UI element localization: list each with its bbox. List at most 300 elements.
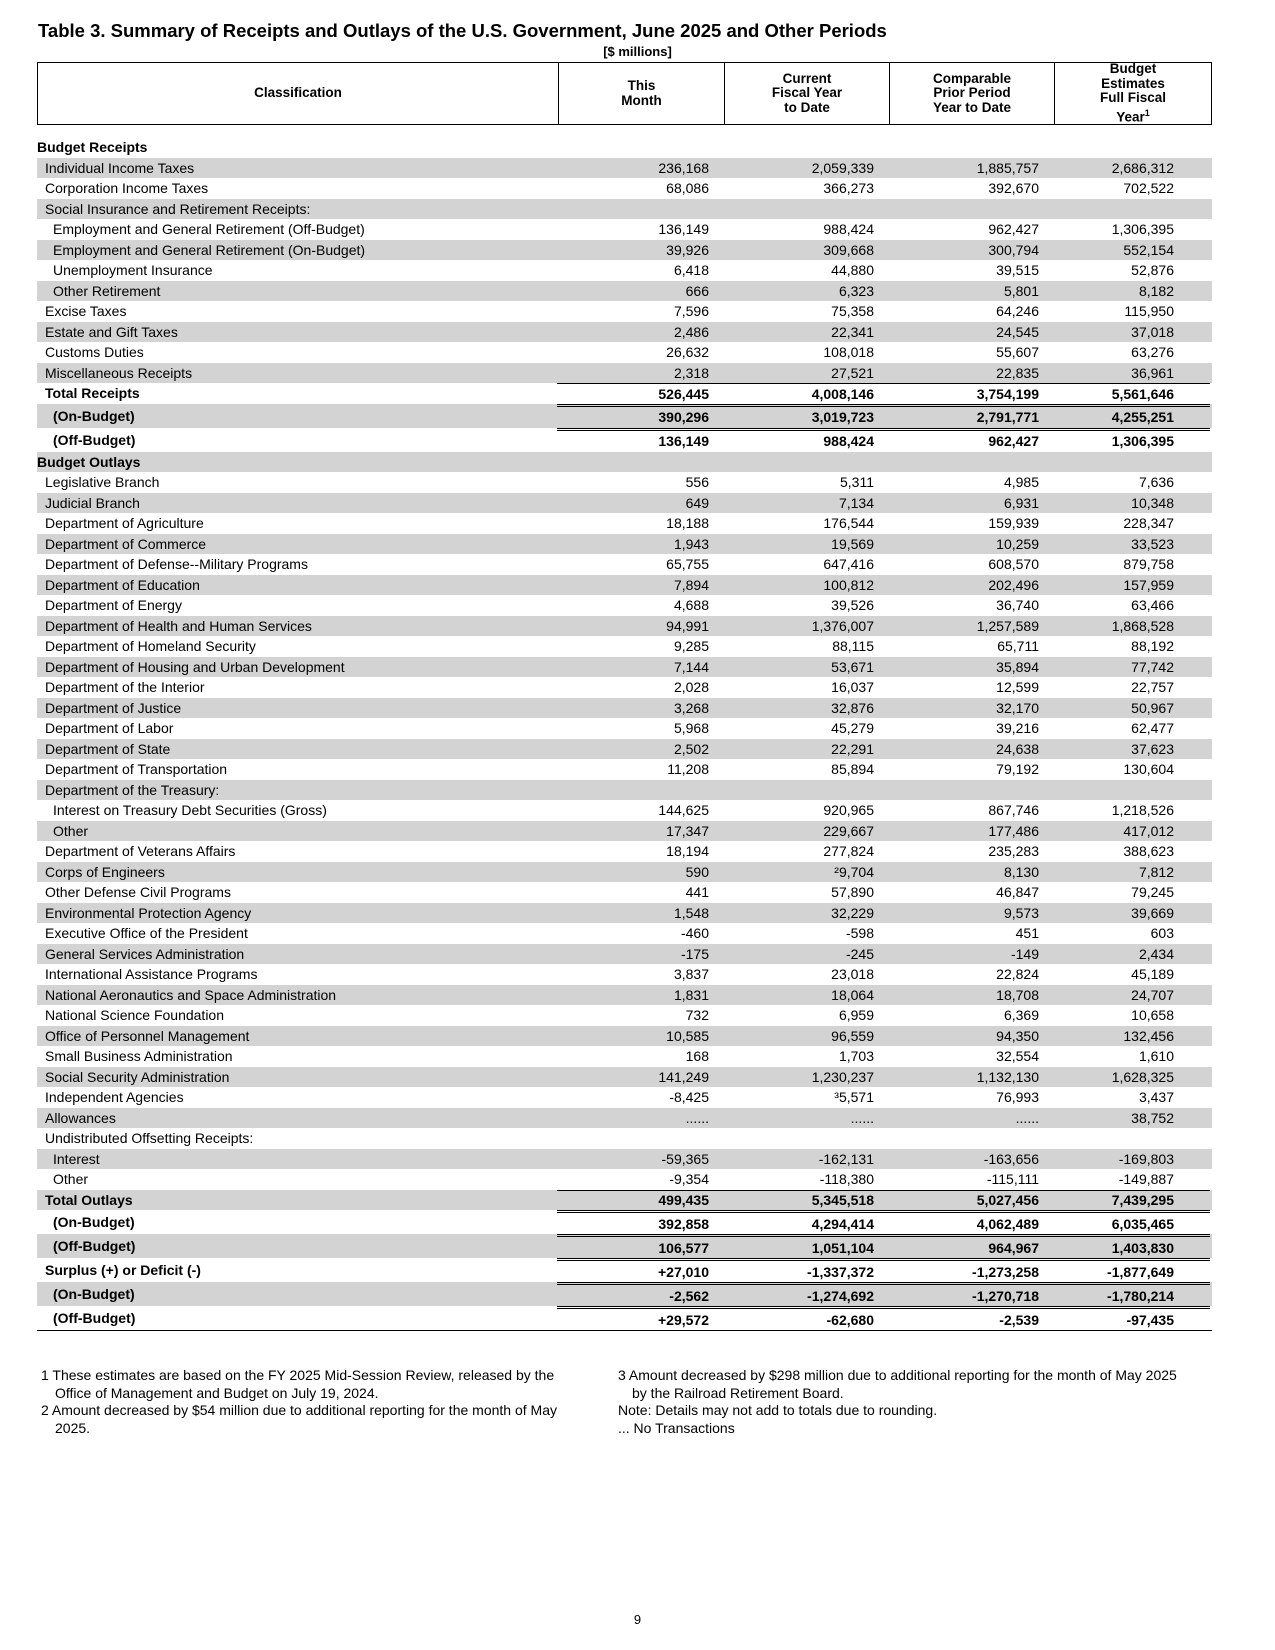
row-value: 17,347 bbox=[666, 822, 709, 839]
row-value: 9,285 bbox=[673, 638, 709, 655]
summary-table bbox=[37, 62, 1212, 1331]
table-row bbox=[37, 718, 1212, 739]
row-value: 39,669 bbox=[1131, 904, 1174, 921]
row-value: +27,010 bbox=[557, 1258, 723, 1282]
row-value: 38,752 bbox=[1131, 1109, 1174, 1126]
row-value: 63,466 bbox=[1131, 597, 1174, 614]
row-label: Department of Defense--Military Programs bbox=[45, 556, 308, 573]
table-row bbox=[37, 821, 1212, 842]
row-value: 79,245 bbox=[1131, 884, 1174, 901]
row-value: 10,348 bbox=[1131, 494, 1174, 511]
row-value: 55,607 bbox=[996, 344, 1039, 361]
row-value: 141,249 bbox=[658, 1068, 709, 1085]
row-label: Employment and General Retirement (Off-Budget) bbox=[53, 221, 365, 238]
row-label: Budget Outlays bbox=[37, 453, 141, 470]
row-value: 867,746 bbox=[988, 802, 1039, 819]
row-label: Miscellaneous Receipts bbox=[45, 364, 193, 381]
footnotes-left bbox=[41, 1367, 581, 1437]
table-bottom-rule bbox=[37, 1330, 1212, 1331]
table-row bbox=[37, 595, 1212, 616]
row-value: -97,435 bbox=[1053, 1306, 1210, 1330]
row-value: -163,656 bbox=[983, 1150, 1039, 1167]
row-value: 964,967 bbox=[888, 1234, 1053, 1258]
row-value: 441 bbox=[685, 884, 709, 901]
table-row bbox=[37, 841, 1212, 862]
row-value: 130,604 bbox=[1123, 761, 1174, 778]
table-row bbox=[37, 178, 1212, 199]
table-row bbox=[37, 363, 1212, 384]
row-value: 10,585 bbox=[666, 1027, 709, 1044]
page-title: Table 3. Summary of Receipts and Outlays of the U.S. Government, June 2025 and Other Periods bbox=[38, 20, 887, 41]
row-label: Total Outlays bbox=[45, 1191, 133, 1208]
row-value: 16,037 bbox=[831, 679, 874, 696]
row-value: 6,959 bbox=[838, 1007, 874, 1024]
table-row bbox=[37, 944, 1212, 965]
row-value: 235,283 bbox=[988, 843, 1039, 860]
row-value: 7,812 bbox=[1138, 863, 1174, 880]
table-row bbox=[37, 657, 1212, 678]
table-row bbox=[37, 739, 1212, 760]
row-value: -8,425 bbox=[669, 1089, 709, 1106]
table-row bbox=[37, 636, 1212, 657]
row-value: 6,035,465 bbox=[1053, 1210, 1210, 1234]
row-value: 988,424 bbox=[823, 221, 874, 238]
row-value: 1,868,528 bbox=[1111, 617, 1174, 634]
row-value: 1,306,395 bbox=[1053, 428, 1210, 452]
row-label: Department of Energy bbox=[45, 597, 182, 614]
row-value: 499,435 bbox=[557, 1190, 723, 1211]
row-value: 18,064 bbox=[831, 986, 874, 1003]
row-label: Executive Office of the President bbox=[45, 925, 248, 942]
row-value: 6,323 bbox=[838, 282, 874, 299]
row-label: Legislative Branch bbox=[45, 474, 160, 491]
row-label: (On-Budget) bbox=[53, 1214, 135, 1230]
footnote: 1 These estimates are based on the FY 2025 Mid-Session Review, released by the Office of Management and Budget on July 19, 2024. bbox=[41, 1367, 555, 1401]
row-value: 36,740 bbox=[996, 597, 1039, 614]
row-value: 603 bbox=[1150, 925, 1174, 942]
row-value: 36,961 bbox=[1131, 364, 1174, 381]
row-value: 168 bbox=[685, 1048, 709, 1065]
row-value: 50,967 bbox=[1131, 699, 1174, 716]
row-label: Environmental Protection Agency bbox=[45, 904, 252, 921]
row-value: 6,931 bbox=[1003, 494, 1039, 511]
row-value: 26,632 bbox=[666, 344, 709, 361]
row-label: Customs Duties bbox=[45, 344, 144, 361]
row-value: 962,427 bbox=[988, 221, 1039, 238]
row-value: -1,270,718 bbox=[888, 1282, 1053, 1306]
table-row bbox=[37, 616, 1212, 637]
row-value: 1,610 bbox=[1138, 1048, 1174, 1065]
row-value: 32,876 bbox=[831, 699, 874, 716]
row-label: Interest on Treasury Debt Securities (Gross) bbox=[53, 802, 327, 819]
section-header-row bbox=[37, 452, 1212, 473]
row-value: -175 bbox=[680, 945, 709, 962]
table-row bbox=[37, 575, 1212, 596]
row-value: ...... bbox=[850, 1109, 874, 1126]
row-label: Department of State bbox=[45, 740, 171, 757]
row-label: Surplus (+) or Deficit (-) bbox=[45, 1262, 201, 1278]
row-label: Department of Transportation bbox=[45, 761, 228, 778]
row-label: Department of Homeland Security bbox=[45, 638, 256, 655]
row-label: Department of Health and Human Services bbox=[45, 617, 312, 634]
table-row bbox=[37, 800, 1212, 821]
row-label: (Off-Budget) bbox=[53, 1238, 136, 1254]
row-value: 2,686,312 bbox=[1111, 159, 1174, 176]
table-row bbox=[37, 493, 1212, 514]
row-label: National Aeronautics and Space Administration bbox=[45, 986, 337, 1003]
section-header-row bbox=[37, 137, 1212, 158]
total-row bbox=[37, 428, 1212, 452]
units-subtitle: [$ millions] bbox=[603, 44, 672, 59]
row-value: 1,885,757 bbox=[976, 159, 1039, 176]
row-value: 62,477 bbox=[1131, 720, 1174, 737]
row-value: 94,991 bbox=[666, 617, 709, 634]
footnote: 2 Amount decreased by $54 million due to additional reporting for the month of May 2025. bbox=[41, 1402, 557, 1436]
row-value: 24,545 bbox=[996, 323, 1039, 340]
row-value: 5,345,518 bbox=[723, 1190, 888, 1211]
row-value: 1,403,830 bbox=[1053, 1234, 1210, 1258]
col-header-prior-period: Comparable Prior Period Year to Date bbox=[889, 63, 1054, 124]
table-row bbox=[37, 1128, 1212, 1149]
row-label: Social Insurance and Retirement Receipts: bbox=[45, 200, 311, 217]
row-value: 27,521 bbox=[831, 364, 874, 381]
table-row bbox=[37, 677, 1212, 698]
row-value: 3,268 bbox=[673, 699, 709, 716]
footnote: ... No Transactions bbox=[618, 1419, 735, 1436]
table-row bbox=[37, 301, 1212, 322]
row-value: 132,456 bbox=[1123, 1027, 1174, 1044]
row-label: Estate and Gift Taxes bbox=[45, 323, 178, 340]
row-value: 45,189 bbox=[1131, 966, 1174, 983]
table-row bbox=[37, 158, 1212, 179]
row-value: -460 bbox=[680, 925, 709, 942]
col-header-this-month: This Month bbox=[558, 63, 724, 124]
row-value: 68,086 bbox=[666, 180, 709, 197]
footnote: Note: Details may not add to totals due to rounding. bbox=[618, 1402, 938, 1418]
row-value: -245 bbox=[845, 945, 874, 962]
row-value: 39,526 bbox=[831, 597, 874, 614]
row-value: 96,559 bbox=[831, 1027, 874, 1044]
row-value: 988,424 bbox=[723, 428, 888, 452]
row-value: 37,018 bbox=[1131, 323, 1174, 340]
row-label: Office of Personnel Management bbox=[45, 1027, 250, 1044]
row-value: 8,182 bbox=[1138, 282, 1174, 299]
table-row bbox=[37, 554, 1212, 575]
row-value: 1,943 bbox=[673, 535, 709, 552]
row-label: Other bbox=[53, 822, 89, 839]
row-label: Department of Labor bbox=[45, 720, 174, 737]
row-value: 64,246 bbox=[996, 303, 1039, 320]
row-value: 18,194 bbox=[666, 843, 709, 860]
row-value: 32,170 bbox=[996, 699, 1039, 716]
row-label: Other Defense Civil Programs bbox=[45, 884, 231, 901]
table-row bbox=[37, 1005, 1212, 1026]
row-label: (On-Budget) bbox=[53, 407, 135, 424]
row-value: 88,115 bbox=[832, 638, 874, 655]
row-value: 35,894 bbox=[996, 658, 1039, 675]
row-value: 52,876 bbox=[1131, 262, 1174, 279]
table-row bbox=[37, 1149, 1212, 1170]
table-row bbox=[37, 923, 1212, 944]
table-row bbox=[37, 882, 1212, 903]
row-value: 8,130 bbox=[1003, 863, 1039, 880]
table-row bbox=[37, 1087, 1212, 1108]
row-value: -1,877,649 bbox=[1053, 1258, 1210, 1282]
row-value: -598 bbox=[845, 925, 874, 942]
row-value: -1,274,692 bbox=[723, 1282, 888, 1306]
table-row bbox=[37, 322, 1212, 343]
row-value: 3,437 bbox=[1138, 1089, 1174, 1106]
row-value: 732 bbox=[685, 1007, 709, 1024]
total-row bbox=[37, 1210, 1212, 1234]
row-value: 962,427 bbox=[888, 428, 1053, 452]
row-value: -149,887 bbox=[1118, 1171, 1174, 1188]
table-row bbox=[37, 472, 1212, 493]
row-value: 649 bbox=[685, 494, 709, 511]
row-value: 22,291 bbox=[831, 740, 874, 757]
row-label: Unemployment Insurance bbox=[53, 262, 213, 279]
row-value: 5,311 bbox=[840, 474, 874, 491]
row-label: Department of Veterans Affairs bbox=[45, 843, 236, 860]
row-value: 1,548 bbox=[673, 904, 709, 921]
row-value: 1,306,395 bbox=[1111, 221, 1174, 238]
row-value: 4,294,414 bbox=[723, 1210, 888, 1234]
row-value: -115,111 bbox=[986, 1171, 1039, 1188]
row-value: 115,950 bbox=[1124, 303, 1174, 320]
row-value: 7,894 bbox=[673, 576, 709, 593]
row-value: 2,318 bbox=[673, 364, 709, 381]
footnote-ref: 1 bbox=[1144, 107, 1150, 118]
row-value: 7,144 bbox=[673, 658, 709, 675]
row-label: (Off-Budget) bbox=[53, 1310, 136, 1326]
row-value: 4,062,489 bbox=[888, 1210, 1053, 1234]
row-label: General Services Administration bbox=[45, 945, 245, 962]
table-row bbox=[37, 1067, 1212, 1088]
page-number: 9 bbox=[633, 1612, 642, 1627]
row-value: 5,968 bbox=[673, 720, 709, 737]
row-value: 12,599 bbox=[996, 679, 1039, 696]
table-body bbox=[37, 137, 1212, 1330]
row-value: 76,993 bbox=[996, 1089, 1039, 1106]
table-row bbox=[37, 1169, 1212, 1190]
row-value: 85,894 bbox=[831, 761, 874, 778]
row-value: 22,341 bbox=[831, 323, 874, 340]
row-value: 556 bbox=[685, 474, 709, 491]
table-header bbox=[37, 62, 1212, 125]
row-value: 526,445 bbox=[557, 383, 723, 404]
total-row bbox=[37, 383, 1212, 404]
row-value: 1,051,104 bbox=[723, 1234, 888, 1258]
row-value: 236,168 bbox=[658, 159, 709, 176]
row-value: 4,688 bbox=[673, 597, 709, 614]
row-value: 9,573 bbox=[1003, 904, 1039, 921]
row-value: ²9,704 bbox=[834, 863, 874, 880]
row-value: 22,835 bbox=[996, 364, 1039, 381]
table-row bbox=[37, 513, 1212, 534]
row-value: 32,229 bbox=[831, 904, 874, 921]
row-value: 5,561,646 bbox=[1053, 383, 1210, 404]
row-value: 309,668 bbox=[823, 241, 874, 258]
row-label: Allowances bbox=[45, 1109, 116, 1126]
row-value: 228,347 bbox=[1123, 515, 1174, 532]
row-value: 79,192 bbox=[996, 761, 1039, 778]
row-value: 7,596 bbox=[673, 303, 709, 320]
row-value: 176,544 bbox=[823, 515, 874, 532]
row-value: -62,680 bbox=[723, 1306, 888, 1330]
row-value: 106,577 bbox=[557, 1234, 723, 1258]
row-label: Department of Housing and Urban Development bbox=[45, 658, 345, 675]
row-value: 4,255,251 bbox=[1053, 404, 1210, 428]
row-value: 63,276 bbox=[1131, 344, 1174, 361]
row-value: 1,132,130 bbox=[976, 1068, 1039, 1085]
row-value: 388,623 bbox=[1123, 843, 1174, 860]
row-value: ...... bbox=[685, 1109, 709, 1126]
row-value: 3,754,199 bbox=[888, 383, 1053, 404]
row-value: 75,358 bbox=[831, 303, 874, 320]
row-value: -118,380 bbox=[819, 1171, 874, 1188]
row-value: 6,369 bbox=[1003, 1007, 1039, 1024]
row-value: 3,019,723 bbox=[723, 404, 888, 428]
row-value: 57,890 bbox=[831, 884, 874, 901]
row-value: 7,134 bbox=[838, 494, 874, 511]
row-label: Social Security Administration bbox=[45, 1068, 230, 1085]
row-value: ³5,571 bbox=[834, 1089, 874, 1106]
row-value: 19,569 bbox=[831, 535, 874, 552]
row-label: Corps of Engineers bbox=[45, 863, 165, 880]
row-value: 22,757 bbox=[1131, 679, 1174, 696]
table-row bbox=[37, 199, 1212, 220]
row-value: 24,638 bbox=[996, 740, 1039, 757]
table-row bbox=[37, 1026, 1212, 1047]
row-value: 65,711 bbox=[997, 638, 1039, 655]
table-row bbox=[37, 260, 1212, 281]
table-row bbox=[37, 862, 1212, 883]
row-value: 144,625 bbox=[658, 802, 709, 819]
row-label: Department of Commerce bbox=[45, 535, 207, 552]
row-label: International Assistance Programs bbox=[45, 966, 258, 983]
row-value: 417,012 bbox=[1123, 822, 1174, 839]
total-row bbox=[37, 1282, 1212, 1306]
row-label: Small Business Administration bbox=[45, 1048, 233, 1065]
row-value: 2,502 bbox=[673, 740, 709, 757]
row-value: 53,671 bbox=[831, 658, 874, 675]
row-value: 108,018 bbox=[823, 344, 874, 361]
table-row bbox=[37, 698, 1212, 719]
row-value: 229,667 bbox=[823, 822, 874, 839]
row-value: 702,522 bbox=[1123, 180, 1174, 197]
row-value: 300,794 bbox=[988, 241, 1039, 258]
table-row bbox=[37, 964, 1212, 985]
table-row bbox=[37, 780, 1212, 801]
row-value: 6,418 bbox=[673, 262, 709, 279]
row-value: 202,496 bbox=[988, 576, 1039, 593]
col-header-budget-estimates-text: Budget Estimates Full Fiscal Year bbox=[1099, 61, 1167, 125]
row-label: Undistributed Offsetting Receipts: bbox=[45, 1130, 254, 1147]
row-value: -59,365 bbox=[661, 1150, 709, 1167]
row-value: 1,218,526 bbox=[1111, 802, 1174, 819]
row-value: 44,880 bbox=[831, 262, 874, 279]
total-row bbox=[37, 1306, 1212, 1330]
row-label: Department of the Interior bbox=[45, 679, 205, 696]
row-value: 32,554 bbox=[996, 1048, 1039, 1065]
row-value: 2,059,339 bbox=[811, 159, 874, 176]
table-row bbox=[37, 219, 1212, 240]
row-label: Other bbox=[53, 1171, 89, 1188]
row-value: 2,791,771 bbox=[888, 404, 1053, 428]
row-value: 136,149 bbox=[557, 428, 723, 452]
row-value: 1,628,325 bbox=[1111, 1068, 1174, 1085]
total-row bbox=[37, 404, 1212, 428]
row-value: 37,623 bbox=[1131, 740, 1174, 757]
row-value: 159,939 bbox=[988, 515, 1039, 532]
row-value: 88,192 bbox=[1131, 638, 1174, 655]
row-value: 5,801 bbox=[1003, 282, 1039, 299]
row-value: 451 bbox=[1015, 925, 1039, 942]
row-value: -1,273,258 bbox=[888, 1258, 1053, 1282]
row-value: 65,755 bbox=[666, 556, 709, 573]
table-row bbox=[37, 1046, 1212, 1067]
total-row bbox=[37, 1190, 1212, 1211]
table-row bbox=[37, 534, 1212, 555]
row-label: (On-Budget) bbox=[53, 1286, 135, 1302]
row-value: 366,273 bbox=[823, 180, 874, 197]
row-value: 879,758 bbox=[1123, 556, 1174, 573]
row-label: Judicial Branch bbox=[45, 494, 140, 511]
row-label: Corporation Income Taxes bbox=[45, 180, 209, 197]
table-row bbox=[37, 281, 1212, 302]
row-value: 100,812 bbox=[823, 576, 874, 593]
row-value: 666 bbox=[685, 282, 709, 299]
row-value: 7,439,295 bbox=[1053, 1190, 1210, 1211]
row-value: 1,703 bbox=[838, 1048, 874, 1065]
row-value: 177,486 bbox=[988, 822, 1039, 839]
total-row bbox=[37, 1258, 1212, 1282]
row-value: 647,416 bbox=[823, 556, 874, 573]
row-value: 11,208 bbox=[667, 761, 709, 778]
table-row bbox=[37, 342, 1212, 363]
row-value: -1,780,214 bbox=[1053, 1282, 1210, 1306]
row-value: 552,154 bbox=[1123, 241, 1174, 258]
row-value: 1,230,237 bbox=[811, 1068, 874, 1085]
row-value: 24,707 bbox=[1131, 986, 1174, 1003]
row-value: 392,670 bbox=[988, 180, 1039, 197]
row-value: 39,926 bbox=[666, 241, 709, 258]
table-row bbox=[37, 1108, 1212, 1129]
table-row bbox=[37, 759, 1212, 780]
row-label: National Science Foundation bbox=[45, 1007, 225, 1024]
row-label: Individual Income Taxes bbox=[45, 159, 195, 176]
row-value: 10,259 bbox=[996, 535, 1039, 552]
row-value: 5,027,456 bbox=[888, 1190, 1053, 1211]
row-value: 1,376,007 bbox=[811, 617, 874, 634]
row-value: 33,523 bbox=[1131, 535, 1174, 552]
row-value: 2,434 bbox=[1138, 945, 1174, 962]
row-value: -2,539 bbox=[888, 1306, 1053, 1330]
row-value: 1,831 bbox=[673, 986, 709, 1003]
row-label: Department of Justice bbox=[45, 699, 182, 716]
row-value: 39,515 bbox=[996, 262, 1039, 279]
row-label: Independent Agencies bbox=[45, 1089, 184, 1106]
row-value: 392,858 bbox=[557, 1210, 723, 1234]
total-row bbox=[37, 1234, 1212, 1258]
row-value: 77,742 bbox=[1131, 658, 1174, 675]
row-value: 1,257,589 bbox=[976, 617, 1039, 634]
row-value: -2,562 bbox=[557, 1282, 723, 1306]
row-value: 45,279 bbox=[831, 720, 874, 737]
col-header-budget-estimates bbox=[1054, 63, 1211, 124]
row-label: (Off-Budget) bbox=[53, 431, 136, 448]
row-value: 22,824 bbox=[996, 966, 1039, 983]
